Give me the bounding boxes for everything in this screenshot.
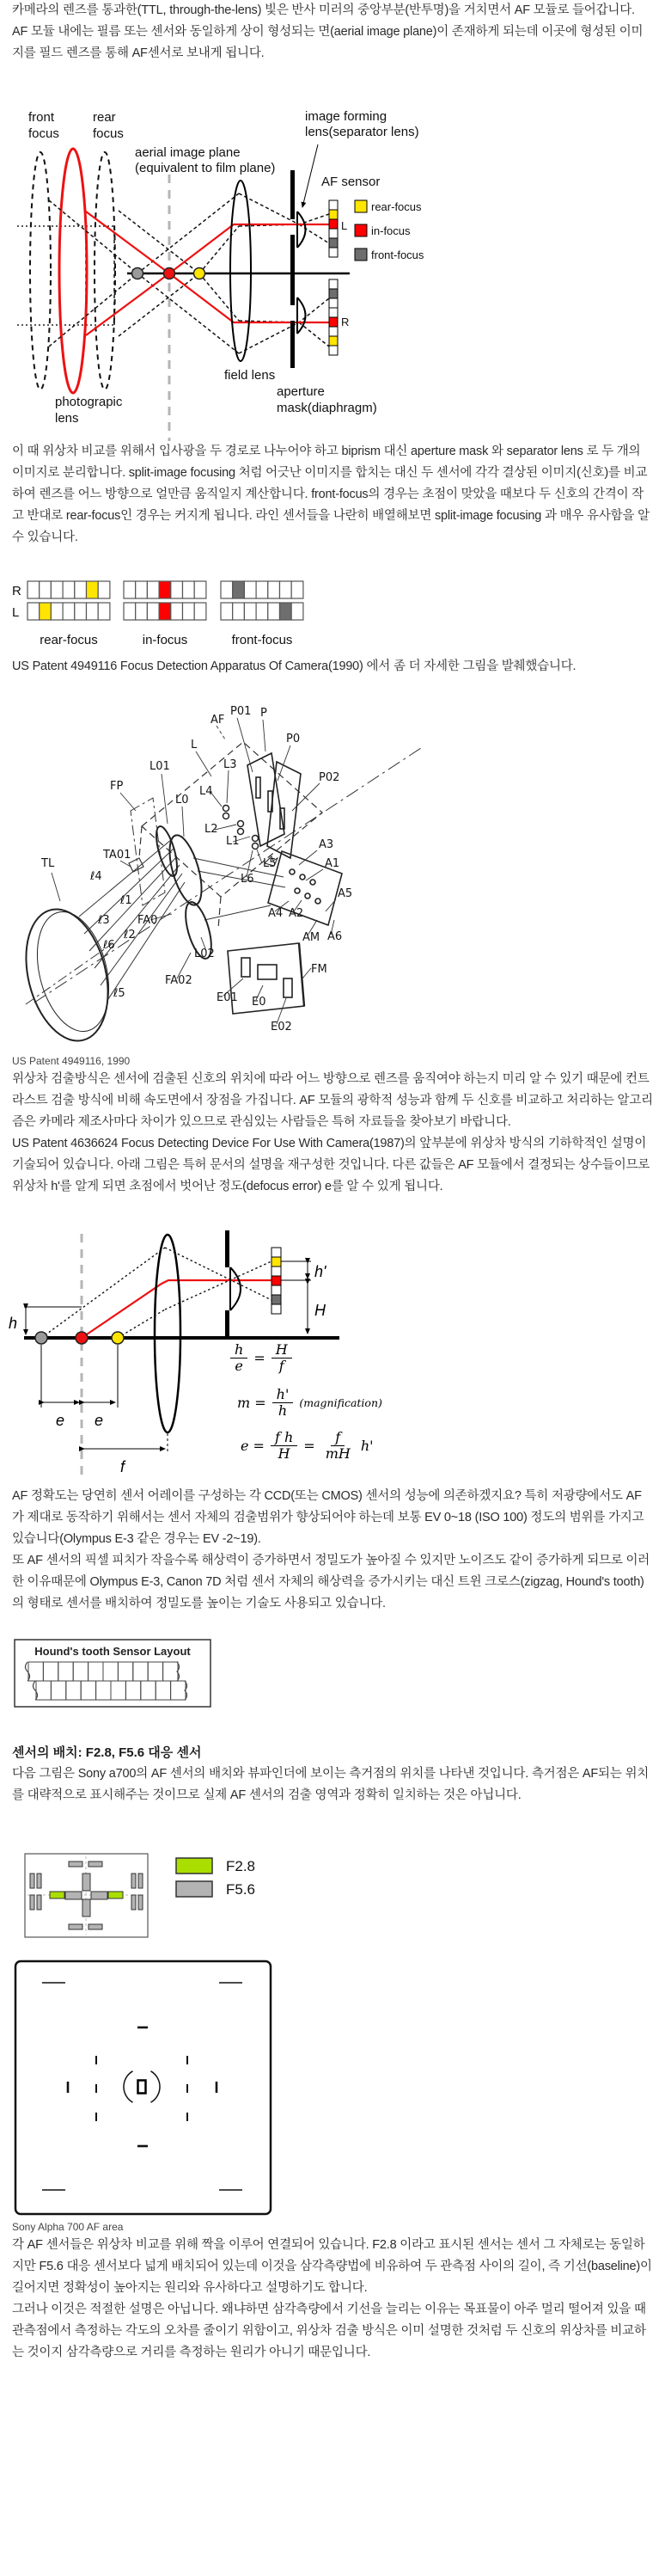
strip-L-label: L [341,219,348,232]
af-sensor-strip-lower [329,279,338,355]
rear-focus-lens [95,152,115,389]
patent-label-L5: L5 [263,857,277,870]
sensor-plate [228,943,304,1014]
in-focus-ray [82,1280,271,1338]
strip-R-label: R [341,316,350,328]
aperture-mask-label: aperture [277,384,325,399]
legend-rear-focus: rear-focus [371,200,422,213]
patent-label-A2: A2 [289,907,304,920]
paragraph-intro: 카메라의 렌즈를 통과한(TTL, through-the-lens) 빛은 반사 미러의 중앙부분(반투명)을 거치면서 AF 모듈로 들어갑니다. AF 모듈 내에는 필름 또는 센서와 동일하게 상이 형성되는 면(aerial image plane)이 존재하게 되는데 이곳에 형성된 이미지를 필드 렌즈를 통해 AF센서로 보내게 됩니다. [12,3,644,60]
patent-label-AM: AM [302,931,320,944]
in-focus-point [76,1332,88,1344]
sensor-cell [244,603,256,620]
sensor-cell [136,603,148,620]
patent-label-P01: P01 [230,705,252,718]
patent-label-ℓ5: ℓ5 [113,987,125,1000]
patent-label-ℓ4: ℓ4 [90,870,102,883]
e-label-2: e [95,1412,104,1429]
group-label-in-focus: in-focus [142,633,188,647]
sensor-cell [194,581,206,598]
rear-focus-label: rear [93,110,116,125]
patent-label-ℓ1: ℓ1 [120,894,132,907]
paragraph-geometry: US Patent 4636624 Focus Detecting Device For Use With Camera(1987)의 앞부분에 위상차 방식의 기하학적인 설명이 기술되어 있습니다. 아래 그림은 특허 문서의 설명을 재구성한 것입니다. 다른 값들은 AF 모듈에서 결정되는 상수들이므로 위상차 h'를 알게 되면 초점에서 벗어난 정도(defocus error) e를 알 수 있게 됩니다. [12,1137,650,1193]
h-label: h [9,1315,18,1332]
sensor-cell [124,603,136,620]
sensor-cell [183,581,195,598]
sensor-cell [27,603,40,620]
patent-label-ℓ3: ℓ3 [98,914,110,927]
sensor-cell [159,581,171,598]
sensor-cell [256,603,268,620]
mask-plates [247,753,301,858]
af-sensor-strip-upper [329,200,338,257]
svg-text:lens: lens [55,411,79,426]
h-prime-label: h' [314,1263,326,1280]
svg-text:focus: focus [93,126,124,141]
patent-label-L4: L4 [199,785,213,798]
separator-lens-arrow [302,144,318,207]
aperture-mask [290,170,295,368]
row-label-L: L [12,605,20,620]
sensor-cell [98,581,110,598]
sensor-cell [75,603,87,620]
sensor-cell [256,581,268,598]
legend-f28-label: F2.8 [226,1858,256,1874]
patent-label-P: P [260,707,267,720]
field-lens [230,181,251,361]
af-module-figure [0,71,665,441]
paragraph-patent-ref: US Patent 4949116 Focus Detection Apparatus Of Camera(1990) 에서 좀 더 자세한 그림을 발췌했습니다. [12,659,577,673]
sensor-cell [268,603,280,620]
sensor-cell [98,603,110,620]
patent-label-ℓ2: ℓ2 [124,929,136,941]
e-label-1: e [56,1412,65,1429]
patent-figure [0,695,665,1052]
paragraph-a700: 다음 그림은 Sony a700의 AF 센서의 배치와 뷰파인더에 보이는 측거점의 위치를 나타낸 것입니다. 측거점은 AF되는 위치를 대략적으로 표시해주는 것이므로 실제 AF 센서의 검출 영역과 정확히 일치하는 것은 아닙니다. [12,1767,650,1802]
svg-text:mask(diaphragm): mask(diaphragm) [277,401,377,415]
patent-label-A1: A1 [325,857,340,870]
sensor-cell [233,581,245,598]
defocus-figure [0,1224,665,1486]
photographic-lens [59,149,87,393]
patent-label-ℓ6: ℓ6 [103,939,115,952]
construction-lines [17,226,115,325]
paragraph-triangulation: 그러나 이것은 적절한 설명은 아닙니다. 왜냐하면 삼각측량에서 기선을 늘리는 이유는 목표물이 아주 멀리 떨어져 있을 때 관측점에서 측정하는 각도의 오차를 줄이기 위함이고, 위상차 검출 방식은 이미 설명한 것처럼 두 신호의 위상차를 비교하는 것이지 삼각측량으로 거리를 측정하는 원리가 아니기 때문입니다. [12,2303,646,2359]
sensor-cell [40,603,52,620]
equation-2: m = $\frac{h'}{h}$ (magnification) [237,1386,382,1420]
patent-label-L2: L2 [204,823,218,836]
patent-label-L6: L6 [241,873,254,886]
photographic-lens-label: photograpic [55,395,123,409]
sensor-cell [27,581,40,598]
paragraph-accuracy: AF 정확도는 당연히 센서 어레이를 구성하는 각 CCD(또는 CMOS) 센서의 성능에 의존하겠지요? 특히 저광량에서도 AF가 제대로 동작하기 위해서는 센서 자체의 검출범위가 향상되어야 하는데 보통 EV 0~18 (ISO 100) 정도의 범위를 가지고 있습니다(Olympus E-3 같은 경우는 EV -2~19). [12,1489,644,1546]
patent-label-FP: FP [110,780,124,793]
sensor-cell [87,603,99,620]
sensor-layout-figure [0,1845,665,1944]
row-label-R: R [12,584,21,598]
sensor-cell [171,581,183,598]
front-focus-lens [30,152,51,389]
front-focus-label: front [28,110,55,125]
line-sensor-figure [0,574,665,656]
sensor-cell [51,603,63,620]
patent-label-L0: L0 [175,794,189,807]
patent-label-L3: L3 [223,758,237,771]
sensor-cell [183,603,195,620]
rear-focus-point [194,268,205,279]
patent-label-E0: E0 [252,996,266,1009]
field-lens-label: field lens [224,368,276,383]
patent-label-A5: A5 [338,887,353,900]
paragraph-phase-split: 이 때 위상차 비교를 위해서 입사광을 두 경로로 나누어야 하고 biprism 대신 aperture mask 와 separator lens 로 두 개의 이미지로 분리합니다. split-image focusing 처럼 어긋난 이미지를 합치는 대신 두 센서에 각각 결상된 이미지(신호)를 비교하여 렌즈를 어느 방향으로 얼만큼 움직일지 계산합니다. front-focus의 경우는 초점이 맞았을 때보다 두 신호의 간격이 작고 반대로 rear-focus인 경우는 커지게 됩니다. 라인 센서들을 나란히 배열해보면 split-image focusing 과 매우 유사함을 알 수 있습니다. [12,445,650,544]
svg-text:focus: focus [28,126,59,141]
sensor-cell [268,581,280,598]
patent-label-L02: L02 [194,948,215,960]
lens [155,1235,180,1432]
patent-label-E02: E02 [271,1021,292,1033]
patent-label-FA0: FA0 [137,914,158,927]
paragraph-pixel-pitch: 또 AF 센서의 픽셀 피치가 작을수록 해상력이 증가하면서 정밀도가 높아질 수 있지만 노이즈도 같이 증가하게 되므로 이러한 이유때문에 Olympus E-3, Canon 7D 처럼 센서 자체의 해상력을 증가시키는 대신 트윈 크로스(zigzag, Hound's tooth)의 형태로 센서를 배치하여 정밀도를 높이는 기술도 사용되고 있습니다. [12,1554,650,1610]
aerial-image-plane-label: aerial image plane [135,145,241,160]
sensor-cell [291,581,303,598]
sensor-cell [244,581,256,598]
sensor-cell [147,603,159,620]
sensor-cell [87,581,99,598]
legend-f56-label: F5.6 [226,1881,256,1898]
sensor-cell [40,581,52,598]
patent-label-L: L [191,739,198,751]
paragraph-baseline: 각 AF 센서들은 위상차 비교를 위해 짝을 이루어 연결되어 있습니다. F2.8 이라고 표시된 센서는 센서 그 자체로는 동일하지만 F5.6 대응 센서보다 넓게 배치되어 있는데 이것을 삼각측량법에 비유하여 두 관측점 사이의 길이, 즉 기선(baseline)이 길어지면 정확성이 높아지는 원리와 유사하다고 설명하기도 합니다. [12,2238,652,2295]
sensor-cell [51,581,63,598]
equation-1: $\frac{h}{e}$ = $\frac{H}{f}$ [230,1342,292,1375]
sensor-cell [291,603,303,620]
patent-label-A6: A6 [327,930,343,943]
viewfinder-figure [0,1960,665,2217]
svg-text:(equivalent to film plane): (equivalent to film plane) [135,161,276,175]
rear-point [112,1332,124,1344]
legend-front-focus: front-focus [371,248,424,261]
patent-caption: US Patent 4949116, 1990 [12,1055,131,1067]
field-lenses [152,825,217,961]
patent-label-L01: L01 [149,760,170,773]
center-af-point [138,2081,146,2094]
patent-label-TA01: TA01 [103,849,131,862]
houndstooth-title: Hound's tooth Sensor Layout [34,1645,191,1658]
af-sensor-label: AF sensor [321,175,381,189]
patent-label-FM: FM [311,963,327,976]
in-focus-point [164,268,175,279]
sensor-cell [159,603,171,620]
patent-label-TL: TL [41,857,55,870]
sensor-cell [233,603,245,620]
sensor-cell [221,581,233,598]
equation-3: e = $\frac{\text{f h}}{H}$ = $\frac{f}{mH}$ h' [241,1429,374,1463]
viewfinder-caption: Sony Alpha 700 AF area [12,2221,124,2233]
sensor-cell [63,581,75,598]
legend-f56-swatch [176,1881,212,1897]
patent-label-A3: A3 [319,838,334,851]
sensor-cell [124,581,136,598]
patent-label-L1: L1 [226,835,240,848]
sensor-cell [280,581,292,598]
legend-f28-swatch [176,1858,212,1874]
patent-label-AF: AF [210,714,225,727]
sensor-cell [63,603,75,620]
f-label: f [120,1458,125,1475]
legend-in-focus: in-focus [371,224,411,237]
front-focus-point [132,268,143,279]
group-label-front-focus: front-focus [231,633,293,647]
sensor-cell [194,603,206,620]
patent-label-FA02: FA02 [165,974,192,987]
patent-label-P0: P0 [286,733,301,745]
group-label-rear-focus: rear-focus [40,633,98,647]
houndstooth-figure [14,1639,211,1708]
image-forming-lens-label: image forming [305,109,387,124]
patent-label-E01: E01 [217,991,238,1004]
sensor-cell [147,581,159,598]
patent-label-A4: A4 [268,907,284,920]
sensor-cell [75,581,87,598]
H-label: H [314,1302,326,1319]
section-heading: 센서의 배치: F2.8, F5.6 대응 센서 [12,1745,202,1760]
sensor-strip [271,1248,281,1314]
sensor-cell [221,603,233,620]
svg-text:lens(separator lens): lens(separator lens) [305,125,419,139]
af-legend-swatches [355,200,367,261]
patent-label-P02: P02 [319,771,340,784]
sensor-cell [171,603,183,620]
front-point [35,1332,47,1344]
sensor-cell [136,581,148,598]
paragraph-speed: 위상차 검출방식은 센서에 검출된 신호의 위치에 따라 어느 방향으로 렌즈를 움직여야 하는지 미리 알 수 있기 때문에 컨트라스트 검출 방식에 비해 속도면에서 장점을 가집니다. AF 모듈의 광학적 성능과 함께 두 신호를 비교하고 처리하는 알고리즘은 카메라 제조사마다 차이가 있으므로 관심있는 사람들은 특허 자료들을 찾아보기 바랍니다. [12,1072,653,1129]
sensor-cell [280,603,292,620]
